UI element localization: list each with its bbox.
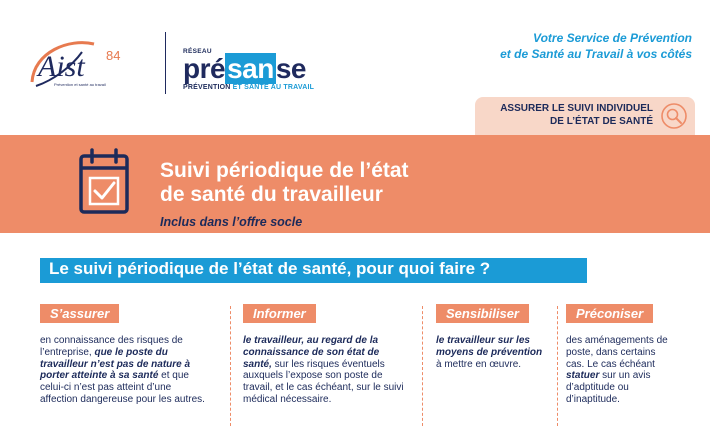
presanse-reseau: RÉSEAU xyxy=(183,48,212,55)
magnifier-icon xyxy=(661,103,687,129)
column-body: en connaissance des risques de l’entreprise, que le poste du travailleur n’est pas de nature à porter atteinte à sa santé et que celui-ci n’est pas atteint d’une affection dangereuse pour les autres. xyxy=(40,335,205,405)
assurer-suivi-label: ASSURER LE SUIVI INDIVIDUEL DE L’ÉTAT DE SANTÉ xyxy=(500,103,653,127)
service-tagline-line2: et de Santé au Travail à vos côtés xyxy=(500,47,692,61)
assurer-suivi-box xyxy=(475,97,695,135)
presanse-brand: présanse xyxy=(183,53,306,84)
calendar-check-icon xyxy=(78,148,130,216)
question-heading: Le suivi périodique de l’état de santé, pour quoi faire ? xyxy=(49,259,491,278)
aist-logo-number: 84 xyxy=(106,48,121,63)
column-sassurer xyxy=(40,304,210,406)
aist-logo-graphic xyxy=(24,30,144,100)
column-heading: Informer xyxy=(243,304,316,323)
logo-divider xyxy=(165,32,166,94)
aist-logo xyxy=(24,30,144,100)
page-title-line2: de santé du travailleur xyxy=(160,183,383,206)
page-title-line1: Suivi périodique de l’état xyxy=(160,159,409,182)
column-divider xyxy=(557,306,558,426)
column-preconiser xyxy=(566,304,676,406)
presanse-logo xyxy=(183,48,314,91)
column-body: des aménagements de poste, dans certains cas. Le cas échéant statuer sur un avis d’adptitude ou d’inaptitude. xyxy=(566,335,668,405)
aist-logo-name: Aist xyxy=(38,50,85,83)
aist-logo-caption: Prévention et santé au travail xyxy=(54,82,106,87)
column-body: le travailleur, au regard de la connaissance de son état de santé, sur les risques éventuels auxquels l’expose son poste de travail, et le cas échéant, sur le suivi médical nécessaire. xyxy=(243,335,404,405)
page-subtitle: Inclus dans l’offre socle xyxy=(160,215,303,229)
column-heading: Sensibiliser xyxy=(436,304,529,323)
column-divider xyxy=(230,306,231,426)
page-title xyxy=(160,159,580,207)
column-heading: S’assurer xyxy=(40,304,119,323)
service-tagline-line1: Votre Service de Prévention xyxy=(533,31,692,45)
column-informer xyxy=(243,304,408,406)
column-body: le travailleur sur les moyens de prévention à mettre en œuvre. xyxy=(436,335,543,370)
presanse-tagline: PRÉVENTION ET SANTÉ AU TRAVAIL xyxy=(183,84,315,91)
column-heading: Préconiser xyxy=(566,304,653,323)
column-divider xyxy=(422,306,423,426)
service-tagline xyxy=(442,30,692,62)
column-sensibiliser xyxy=(436,304,546,370)
